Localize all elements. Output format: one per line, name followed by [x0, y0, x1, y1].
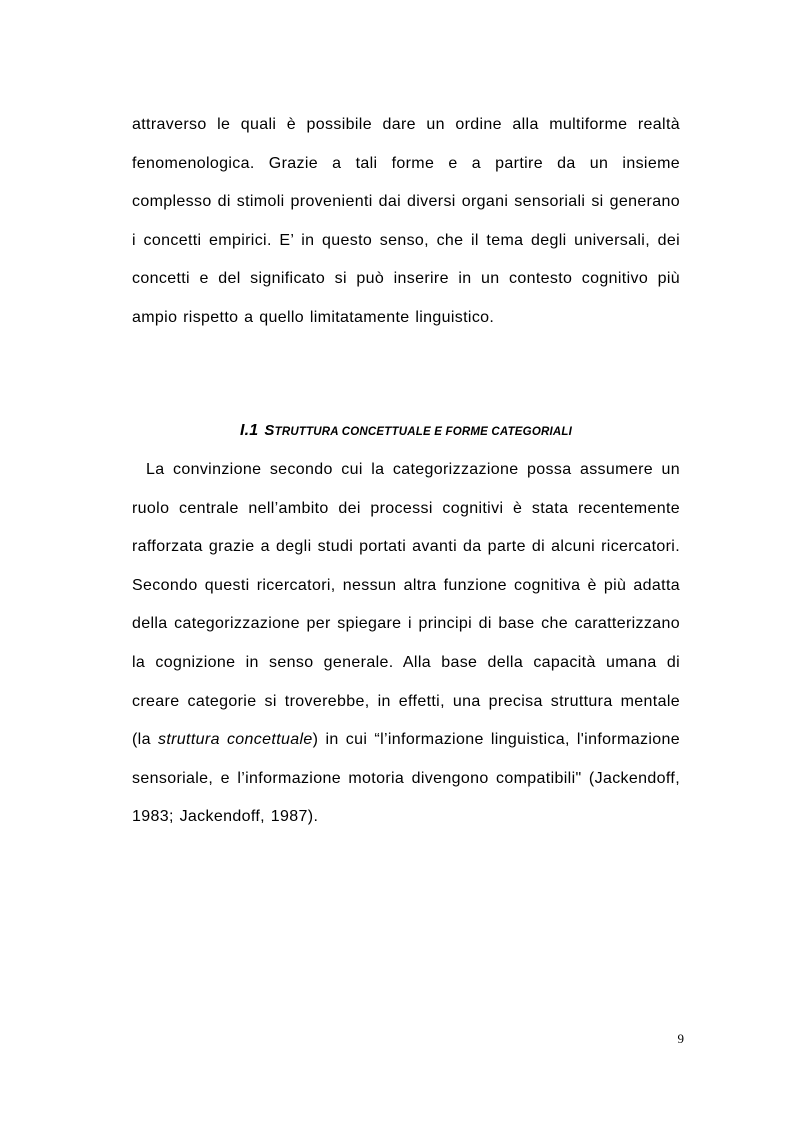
section-title-rest: TRUTTURA CONCETTUALE E FORME CATEGORIALI [274, 426, 572, 438]
paragraph-text: attraverso le quali è possibile dare un ordine alla multiforme realtà fenomenologica. Grazie a tali forme e a partire da un insieme complesso di stimoli provenienti dai diversi organi sensoriali si generano i concetti empirici. E’ in questo senso, che il tema degli universali, dei concetti e del significato si può inserire in un contesto cognitivo più ampio rispetto a quello limitatamente linguistico. [132, 116, 680, 326]
body-paragraph-1 [132, 106, 680, 338]
section-title-initial: S [264, 422, 275, 439]
section-number: I.1 [239, 422, 259, 439]
paragraph-text [132, 451, 680, 837]
section-heading [132, 420, 680, 443]
page-number: 9 [677, 1031, 684, 1046]
emphasized-term: struttura concettuale [157, 731, 313, 749]
paragraph-text-end: ) in cui “l’informazione linguistica, l'informazione sensoriale, e l’informazione motoria divengono compatibili" (Jackendoff, 1983; Jackendoff, 1987). [132, 731, 680, 826]
paragraph-text-start: La convinzione secondo cui la categorizzazione possa assumere un ruolo centrale nell’ambito dei processi cognitivi è stata recentemente rafforzata grazie a degli studi portati avanti da parte di alcuni ricercatori. Secondo questi ricercatori, nessun altra funzione cognitiva è più adatta della categorizzazione per spiegare i principi di base che caratterizzano la cognizione in senso generale. Alla base della capacità umana di creare categorie si troverebbe, in effetti, una precisa struttura mentale (la [132, 461, 680, 749]
body-paragraph-2 [132, 451, 680, 837]
